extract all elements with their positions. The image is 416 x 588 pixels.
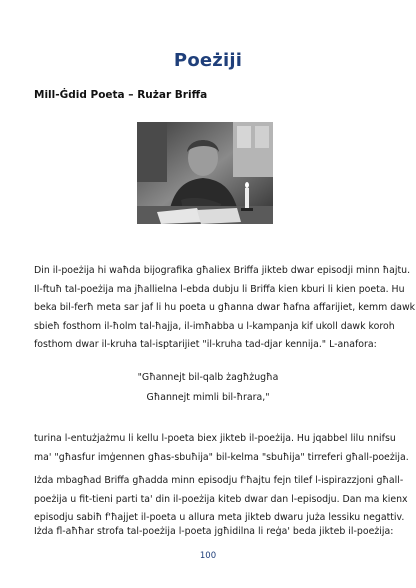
text-line: episodju sabiħ f'ħajjet il-poeta u allura meta jikteb dwaru juża lessiku negattiv. <box>34 512 405 523</box>
paragraph-3 <box>34 472 408 528</box>
page-number: 100 <box>199 551 217 561</box>
text-line: poeżija u fit-tieni parti ta' din il-poeżija kiteb dwar dan l-episodju. Dan ma kienx <box>34 493 408 505</box>
poet-photo <box>137 122 273 224</box>
paragraph-4 <box>34 523 394 542</box>
text-line: Il-ftuħ tal-poeżija ma jħallielna l-ebda dubju li Briffa kien kburi li kien poeta. Hu <box>34 283 405 295</box>
text-line: Iżda mbagħad Briffa għadda minn episodju f'ħajtu fejn tilef l-ispirazzjoni għall- <box>34 475 404 486</box>
verse-line-2: Għannejt mimli bil-ħrara," <box>146 392 270 403</box>
text-line: fosthom dwar il-kruha tal-isptarijiet "il-kruha tad-djar kennija." L-anafora: <box>34 339 377 350</box>
text-line: beka bil-ferħ meta sar jaf li hu poeta u għanna dwar ħafna affarijiet, kemm dawk <box>34 302 416 313</box>
text-line: turina l-entużjażmu li kellu l-poeta biex jikteb il-poeżija. Hu jqabbel lilu nnifsu <box>34 433 396 444</box>
text-line: Din il-poeżija hi waħda bijografika għaliex Briffa jikteb dwar episodji minn ħajtu. <box>34 265 411 276</box>
page-title: Poeżiji <box>173 50 243 71</box>
paragraph-1 <box>34 262 416 355</box>
text-line: Iżda fl-aħħar strofa tal-poeżija l-poeta jgħidilna li reġa' beda jikteb il-poeżija: <box>34 526 394 537</box>
text-line: sbieħ fosthom il-ħolm tal-ħajja, il-imħabba u l-kampanja kif ukoll dawk koroh <box>34 320 395 332</box>
text-line: ma' "għasfur imġennen għas-sbuħija" bil-kelma "sbuħija" tirreferi għall-poeżija. <box>34 451 409 463</box>
paragraph-2 <box>34 430 409 467</box>
verse-line-1: "Għannejt bil-qalb żagħżugħa <box>137 372 279 383</box>
section-subtitle: Mill-Ġdid Poeta – Rużar Briffa <box>34 89 208 101</box>
